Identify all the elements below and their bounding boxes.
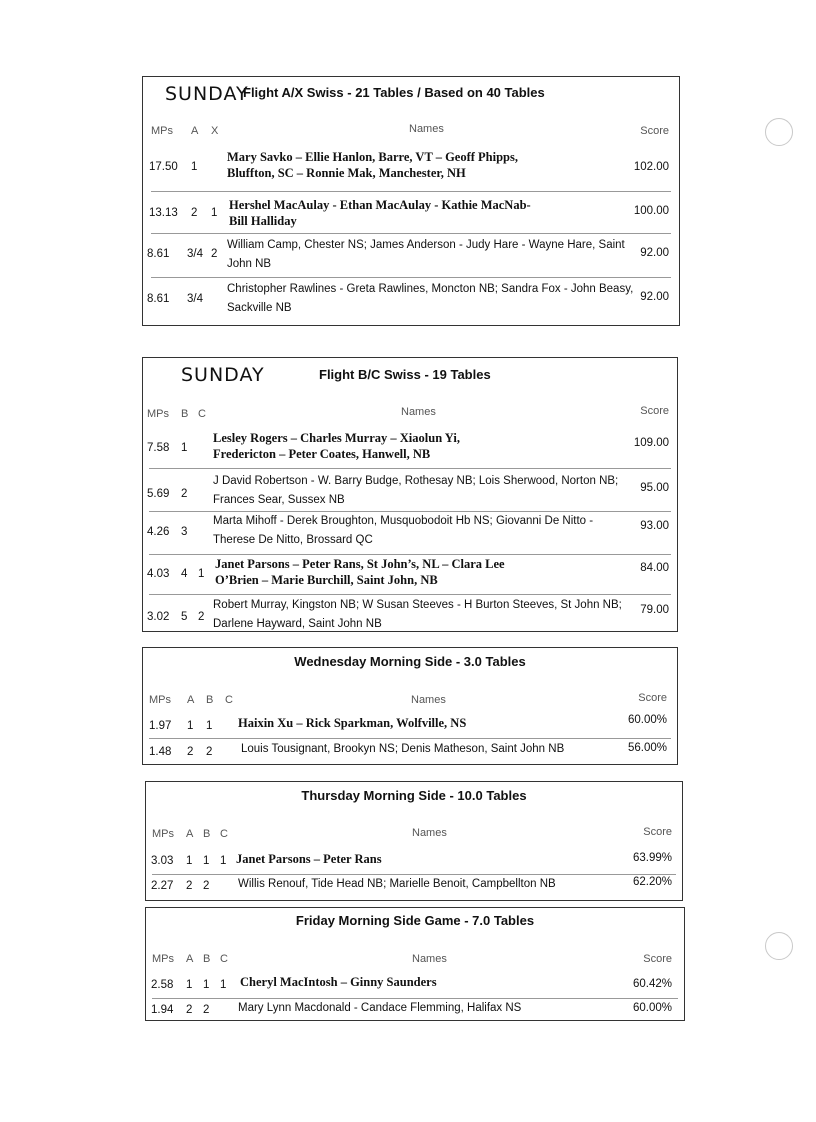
table-row: 13.13 2 1 Hershel MacAulay - Ethan MacAulay - Kathie MacNab- Bill Halliday 100.00 — [149, 198, 669, 228]
table-row: 8.61 3/4 2 William Camp, Chester NS; James Anderson - Judy Hare - Wayne Hare, Saint John NB 92.00 — [147, 239, 669, 270]
header-mps: MPs — [152, 828, 174, 840]
row-divider — [149, 594, 671, 595]
header-score: Score — [638, 692, 667, 704]
header-col-a: A — [191, 125, 199, 137]
table-row: 2.27 2 2 Willis Renouf, Tide Head NB; Marielle Benoit, Campbellton NB 62.20% — [151, 876, 672, 892]
section-title: Flight A/X Swiss - 21 Tables / Based on 40 Tables — [243, 85, 545, 100]
row-divider — [151, 233, 671, 234]
header-score: Score — [643, 826, 672, 838]
header-col-a: A — [186, 953, 194, 965]
table-row: 1.94 2 2 Mary Lynn Macdonald - Candace Flemming, Halifax NS 60.00% — [151, 1002, 672, 1016]
results-panel-flight-bc — [142, 357, 678, 632]
header-col-c: C — [220, 953, 228, 965]
header-col-x: X — [211, 125, 219, 137]
header-mps: MPs — [147, 408, 169, 420]
header-names: Names — [412, 827, 447, 839]
header-col-c: C — [220, 828, 228, 840]
header-col-b: B — [181, 408, 189, 420]
handwritten-day-label: SUNDAY — [165, 83, 249, 105]
section-title: Wednesday Morning Side - 3.0 Tables — [294, 654, 526, 669]
header-names: Names — [412, 953, 447, 965]
header-col-a: A — [186, 828, 194, 840]
table-row: 1.48 2 2 Louis Tousignant, Brookyn NS; Denis Matheson, Saint John NB 56.00% — [149, 742, 667, 758]
table-row: 4.26 3 Marta Mihoff - Derek Broughton, Musquobodoit Hb NS; Giovanni De Nitto - Therese De Nitto, Brossard QC 93.00 — [147, 515, 669, 546]
table-row: 2.58 1 1 1 Cheryl MacIntosh – Ginny Saunders 60.42% — [151, 975, 672, 991]
header-col-a: A — [187, 694, 195, 706]
punch-hole-mark-bottom — [765, 932, 793, 960]
header-score: Score — [643, 953, 672, 965]
row-divider — [151, 191, 671, 192]
header-mps: MPs — [149, 694, 171, 706]
table-row: 5.69 2 J David Robertson - W. Barry Budge, Rothesay NB; Lois Sherwood, Norton NB; Frances Sear, Sussex NB 95.00 — [147, 475, 669, 506]
results-panel-wednesday — [142, 647, 678, 765]
results-panel-flight-ax — [142, 76, 680, 326]
handwritten-day-label: SUNDAY — [181, 364, 265, 386]
header-names: Names — [401, 406, 436, 418]
table-row: 4.03 4 1 Janet Parsons – Peter Rans, St John’s, NL – Clara Lee O’Brien – Marie Burchill, Saint John, NB 84.00 — [147, 557, 669, 587]
header-mps: MPs — [151, 125, 173, 137]
table-row: 8.61 3/4 Christopher Rawlines - Greta Rawlines, Moncton NB; Sandra Fox - John Beasy, Sackville NB 92.00 — [147, 283, 669, 314]
header-col-b: B — [203, 953, 211, 965]
table-row: 1.97 1 1 Haixin Xu – Rick Sparkman, Wolfville, NS 60.00% — [149, 714, 667, 732]
table-row: 3.03 1 1 1 Janet Parsons – Peter Rans 63.99% — [151, 852, 672, 867]
header-col-c: C — [225, 694, 233, 706]
header-col-b: B — [203, 828, 211, 840]
header-col-b: B — [206, 694, 214, 706]
section-title: Flight B/C Swiss - 19 Tables — [319, 367, 491, 382]
results-panel-thursday — [145, 781, 683, 901]
header-score: Score — [640, 405, 669, 417]
header-col-c: C — [198, 408, 206, 420]
header-names: Names — [411, 694, 446, 706]
row-divider — [149, 738, 671, 739]
table-row: 3.02 5 2 Robert Murray, Kingston NB; W Susan Steeves - H Burton Steeves, St John NB; Darlene Hayward, Saint John NB 79.00 — [147, 599, 669, 630]
row-divider — [149, 554, 671, 555]
row-divider — [151, 277, 671, 278]
header-score: Score — [640, 125, 669, 137]
section-title: Friday Morning Side Game - 7.0 Tables — [295, 913, 535, 928]
header-names: Names — [409, 123, 444, 135]
table-row: 17.50 1 Mary Savko – Ellie Hanlon, Barre, VT – Geoff Phipps, Bluffton, SC – Ronnie Mak, Manchester, NH 102.00 — [149, 150, 669, 180]
section-title: Thursday Morning Side - 10.0 Tables — [301, 788, 527, 803]
results-panel-friday — [145, 907, 685, 1021]
header-mps: MPs — [152, 953, 174, 965]
row-divider — [149, 468, 671, 469]
table-row: 7.58 1 Lesley Rogers – Charles Murray – Xiaolun Yi, Fredericton – Peter Coates, Hanwell, NB 109.00 — [147, 431, 669, 461]
punch-hole-mark-top — [765, 118, 793, 146]
